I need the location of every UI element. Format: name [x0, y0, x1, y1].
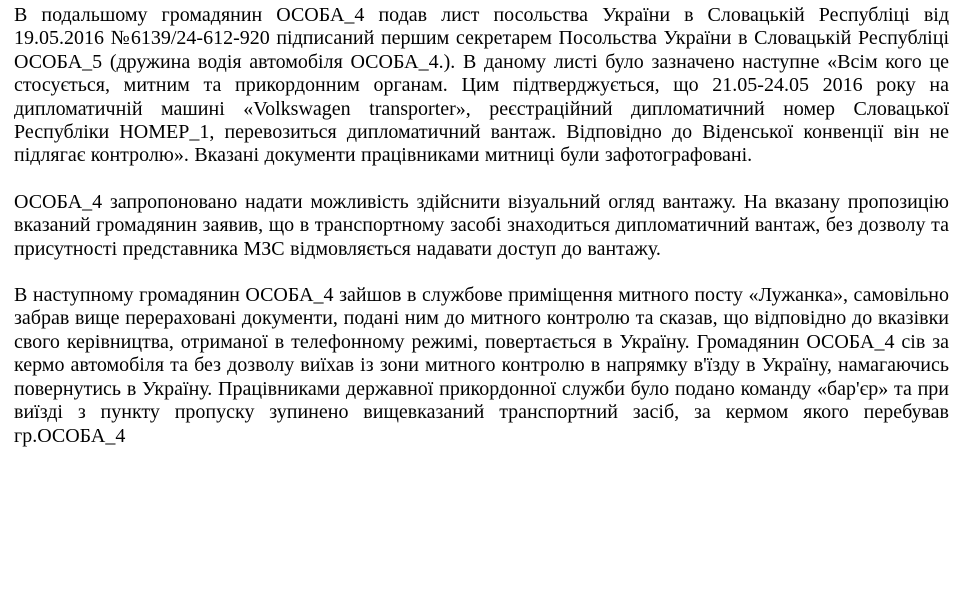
paragraph-diplomatic-letter: В подальшому громадянин ОСОБА_4 подав лист посольства України в Словацькій Республіці від 19.05.2016 №6139/24-612-920 підписаний першим секретарем Посольства України в Словацькій Республіці ОСОБА_5 (дружина водія автомобіля ОСОБА_4.). В даному листі було зазначено наступне «Всім кого це стосується, митним та прикордонним органам. Цим підтверджується, що 21.05-24.05 2016 року на дипломатичній машині «Volkswagen transporter», реєстраційний дипломатичний номер Словацької Республіки НОМЕР_1, перевозиться дипломатичний вантаж. Відповідно до Віденської конвенції він не підлягає контролю». Вказані документи працівниками митниці були зафотографовані.	[14, 4, 949, 167]
paragraph-vehicle-departure: В наступному громадянин ОСОБА_4 зайшов в службове приміщення митного посту «Лужанка», самовільно забрав вище перераховані документи, подані ним до митного контролю та сказав, що відповідно до вказівки свого керівництва, отриманої в телефонному режимі, повертається в Україну. Громадянин ОСОБА_4 сів за кермо автомобіля та без дозволу виїхав із зони митного контролю в напрямку в'їзду в Україну, намагаючись повернутись в Україну. Працівниками державної прикордонної служби було подано команду «бар'єр» та при виїзді з пункту пропуску зупинено вищевказаний транспортний засіб, за кермом якого перебував гр.ОСОБА_4	[14, 284, 949, 447]
paragraph-inspection-refusal: ОСОБА_4 запропоновано надати можливість здійснити візуальний огляд вантажу. На вказану пропозицію вказаний громадянин заявив, що в транспортному засобі знаходиться дипломатичний вантаж, без дозволу та присутності представника МЗС відмовляється надавати доступ до вантажу.	[14, 190, 949, 260]
